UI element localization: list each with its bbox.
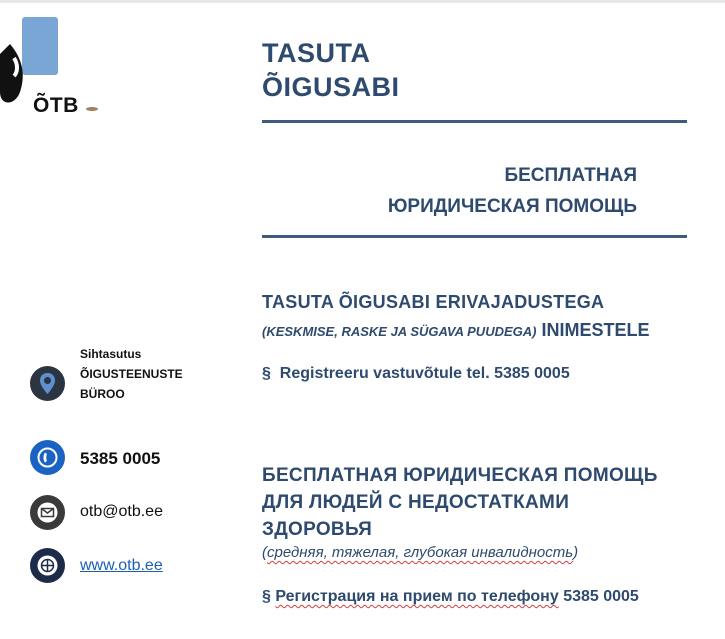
section-et-register	[262, 365, 570, 383]
register-text-ru: Регистрация на прием по телефону	[275, 588, 559, 605]
otb-logo	[0, 14, 110, 117]
page-title	[262, 36, 400, 104]
ru-heading-line-3: ЗДОРОВЬЯ	[262, 519, 373, 540]
paragraph-symbol-ru: §	[262, 588, 271, 605]
title-line-2: ÕIGUSABI	[262, 72, 400, 102]
ru-heading-line-1: БЕСПЛАТНАЯ ЮРИДИЧЕСКАЯ ПОМОЩЬ	[262, 465, 658, 486]
register-text-et: Registreeru vastuvõtule tel. 5385 0005	[279, 365, 570, 382]
org-line-1: Sihtasutus	[80, 347, 142, 361]
ru-note-text: средняя, тяжелая, глубокая инвалидность	[267, 544, 574, 561]
ru-paren-close: )	[573, 544, 579, 561]
ru-heading-line-2: ДЛЯ ЛЮДЕЙ С НЕДОСТАТКАМИ	[262, 492, 570, 513]
divider-bottom	[262, 235, 687, 238]
subtitle-line-2: ЮРИДИЧЕСКАЯ ПОМОЩЬ	[387, 196, 637, 217]
title-line-1: TASUTA	[262, 38, 371, 68]
section-ru-register	[262, 588, 639, 606]
top-border	[0, 0, 725, 3]
email-address[interactable]: otb@otb.ee	[80, 503, 163, 520]
section-et-heading-end: INIMESTELE	[541, 320, 650, 340]
ru-paren-open: (	[262, 544, 267, 561]
section-et-heading-line2	[262, 320, 650, 341]
logo-text: ÕTB	[33, 94, 79, 117]
section-et-note: (KESKMISE, RASKE JA SÜGAVA PUUDEGA)	[262, 324, 537, 339]
globe-icon	[30, 548, 65, 583]
location-pin-icon	[30, 366, 65, 401]
divider-top	[262, 120, 687, 123]
section-et-heading: TASUTA ÕIGUSABI ERIVAJADUSTEGA	[262, 292, 605, 312]
org-line-3: BÜROO	[80, 387, 125, 401]
phone-icon	[30, 440, 65, 475]
phone-number: 5385 0005	[80, 449, 161, 468]
website-link[interactable]: www.otb.ee	[80, 557, 163, 574]
register-phone-ru: 5385 0005	[563, 588, 639, 605]
paragraph-symbol: §	[262, 365, 271, 382]
org-line-2: ÕIGUSTEENUSTE	[80, 367, 183, 381]
organization-name	[80, 344, 183, 404]
section-ru-note	[262, 544, 578, 561]
mail-icon	[30, 495, 65, 530]
page-subtitle	[300, 160, 637, 222]
subtitle-line-1: БЕСПЛАТНАЯ	[504, 165, 637, 186]
section-ru-heading	[262, 462, 692, 543]
